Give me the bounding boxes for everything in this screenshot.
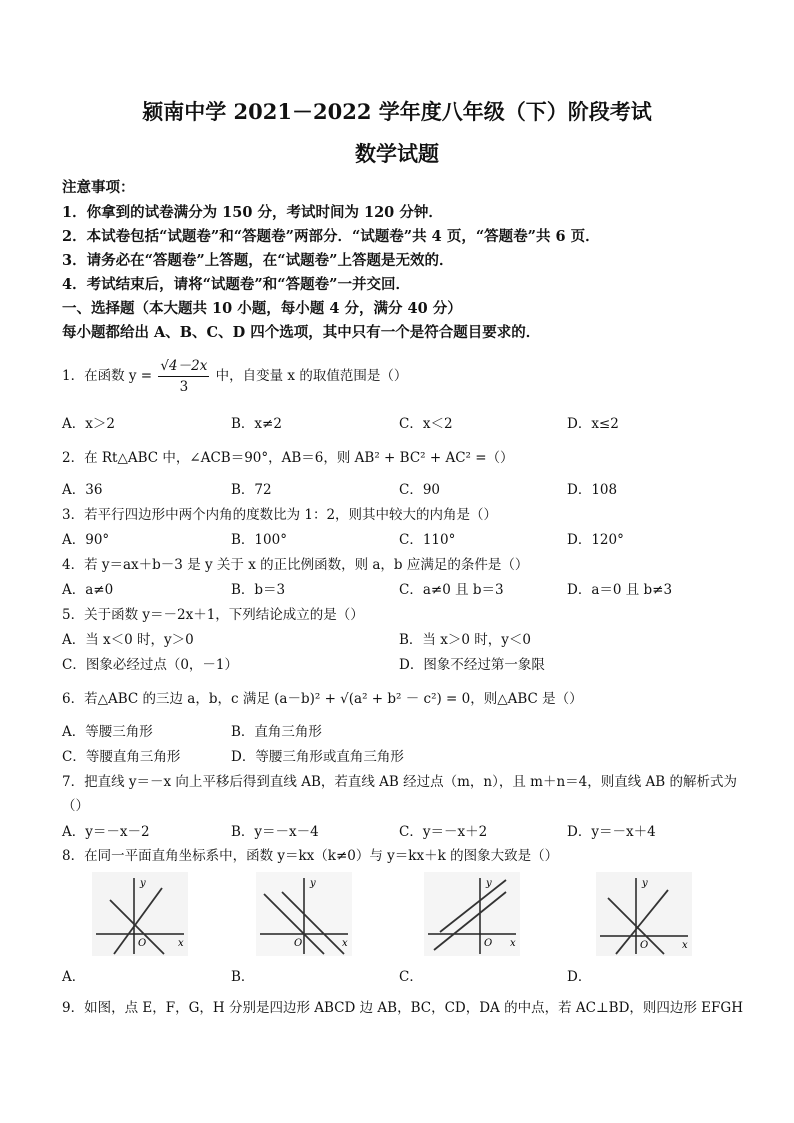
q3-option-d: D．120° xyxy=(567,532,624,548)
q2-option-d: D．108 xyxy=(567,482,618,498)
page-title: 颍南中学 2021－2022 学年度八年级（下）阶段考试 xyxy=(142,99,652,124)
origin-label: O xyxy=(138,938,147,949)
q8-graph-b xyxy=(256,872,352,956)
q5-option-b: B．当 x＞0 时，y＜0 xyxy=(399,632,531,648)
q7-option-d: D．y＝－x＋4 xyxy=(567,824,656,840)
q5-option-a: A．当 x＜0 时，y＞0 xyxy=(62,632,194,648)
q2-option-c: C．90 xyxy=(399,482,441,498)
q2-option-b: B．72 xyxy=(231,482,272,498)
section-instruction: 每小题都给出 A、B、C、D 四个选项，其中只有一个是符合题目要求的． xyxy=(62,324,541,341)
q8-option-b: B． xyxy=(231,969,255,985)
origin-label: O xyxy=(294,938,303,949)
q1-option-c: C．x＜2 xyxy=(399,416,453,432)
y-label: y xyxy=(310,878,316,889)
q4-option-b: B．b＝3 xyxy=(231,582,286,598)
y-label: y xyxy=(486,878,492,889)
q3-option-a: A．90° xyxy=(62,532,110,548)
y-label: y xyxy=(140,878,146,889)
question-7-line2: （） xyxy=(62,798,89,814)
q8-option-a: A． xyxy=(62,969,86,985)
question-5: 5．关于函数 y＝－2x＋1，下列结论成立的是（） xyxy=(62,607,364,623)
q1-denominator: 3 xyxy=(179,379,189,395)
question-2: 2．在 Rt△ABC 中，∠ACB＝90°，AB＝6，则 AB² + BC² + AC² =（） xyxy=(62,450,514,466)
q8-graph-a xyxy=(92,872,188,956)
question-8: 8．在同一平面直角坐标系中，函数 y＝kx（k≠0）与 y＝kx＋k 的图象大致是（） xyxy=(62,848,559,864)
origin-label: O xyxy=(484,938,493,949)
question-1 xyxy=(62,356,407,397)
y-label: y xyxy=(642,878,648,889)
x-label: x xyxy=(682,940,688,951)
note-item: 3．请务必在“答题卷”上答题，在“试题卷”上答题是无效的． xyxy=(62,252,454,269)
q4-option-c: C．a≠0 且 b＝3 xyxy=(399,582,504,598)
q5-option-d: D．图象不经过第一象限 xyxy=(399,657,545,673)
q8-option-c: C． xyxy=(399,969,423,985)
q3-option-c: C．110° xyxy=(399,532,456,548)
note-item: 2．本试卷包括“试题卷”和“答题卷”两部分．“试题卷”共 4 页，“答题卷”共 6 页． xyxy=(62,228,600,245)
q3-option-b: B．100° xyxy=(231,532,287,548)
q7-option-b: B．y＝－x－4 xyxy=(231,824,319,840)
q8-graph-d xyxy=(596,872,692,956)
graph-background xyxy=(424,872,520,956)
notes-heading: 注意事项： xyxy=(62,179,135,196)
section-heading: 一、选择题（本大题共 10 小题，每小题 4 分，满分 40 分） xyxy=(62,300,462,317)
q5-option-c: C．图象必经过点（0，－1） xyxy=(62,657,239,673)
q1-fraction xyxy=(158,356,209,397)
q7-option-c: C．y＝－x＋2 xyxy=(399,824,488,840)
q2-option-a: A．36 xyxy=(62,482,103,498)
q7-option-a: A．y＝－x－2 xyxy=(62,824,150,840)
note-item: 4．考试结束后，请将“试题卷”和“答题卷”一并交回． xyxy=(62,276,410,293)
q8-option-d: D． xyxy=(567,969,592,985)
q6-option-d: D．等腰三角形或直角三角形 xyxy=(231,749,404,765)
q8-graph-c xyxy=(424,872,520,956)
q1-option-b: B．x≠2 xyxy=(231,416,282,432)
question-4: 4．若 y＝ax＋b－3 是 y 关于 x 的正比例函数，则 a，b 应满足的条件是（） xyxy=(62,557,529,573)
question-9: 9．如图，点 E，F，G，H 分别是四边形 ABCD 边 AB，BC，CD，DA 的中点，若 AC⊥BD，则四边形 EFGH xyxy=(62,1000,743,1016)
q1-option-a: A．x＞2 xyxy=(62,416,115,432)
q6-option-c: C．等腰直角三角形 xyxy=(62,749,181,765)
x-label: x xyxy=(510,938,516,949)
question-7-line1: 7．把直线 y＝－x 向上平移后得到直线 AB，若直线 AB 经过点（m，n），且 m＋n＝4，则直线 AB 的解析式为 xyxy=(62,774,737,790)
page-subtitle: 数学试题 xyxy=(355,141,439,166)
origin-label: O xyxy=(640,940,649,951)
question-6: 6．若△ABC 的三边 a，b，c 满足 (a－b)² + √(a² + b² － c²) = 0，则△ABC 是（） xyxy=(62,691,583,707)
q6-option-a: A．等腰三角形 xyxy=(62,724,153,740)
q4-option-a: A．a≠0 xyxy=(62,582,114,598)
q4-option-d: D．a＝0 且 b≠3 xyxy=(567,582,673,598)
q1-pre: 1．在函数 y = xyxy=(62,368,153,384)
q1-post: 中，自变量 x 的取值范围是（） xyxy=(215,368,408,384)
x-label: x xyxy=(342,938,348,949)
x-label: x xyxy=(178,938,184,949)
q6-option-b: B．直角三角形 xyxy=(231,724,322,740)
question-3: 3．若平行四边形中两个内角的度数比为 1：2，则其中较大的内角是（） xyxy=(62,507,498,523)
note-item: 1．你拿到的试卷满分为 150 分，考试时间为 120 分钟． xyxy=(62,204,443,221)
q1-option-d: D．x≤2 xyxy=(567,416,619,432)
q1-numerator: √4－2x xyxy=(158,356,209,377)
